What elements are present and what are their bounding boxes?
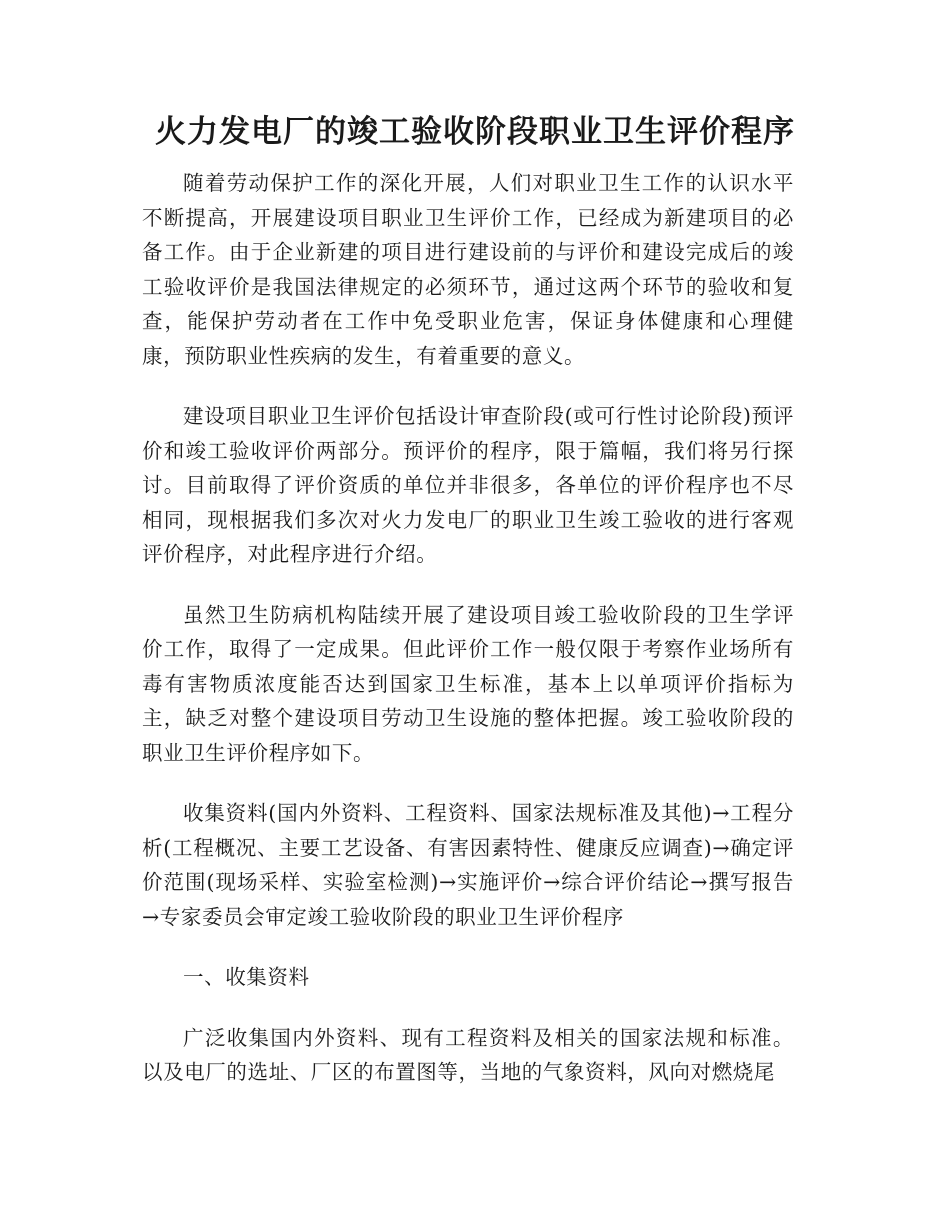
paragraph-procedure-flow: 收集资料(国内外资料、工程资料、国家法规标准及其他)→工程分析(工程概况、主要工艺设备、有害因素特性、健康反应调查)→确定评价范围(现场采样、实验室检测)→实施评价→综合评价结论→撰写报告→专家委员会审定竣工验收阶段的职业卫生评价程序 (142, 801, 794, 929)
paragraph-current-status: 虽然卫生防病机构陆续开展了建设项目竣工验收阶段的卫生学评价工作，取得了一定成果。但此评价工作一般仅限于考察作业场所有毒有害物质浓度能否达到国家卫生标准，基本上以单项评价指标为主，缺乏对整个建设项目劳动卫生设施的整体把握。竣工验收阶段的职业卫生评价程序如下。 (142, 602, 794, 765)
paragraph-collect-data: 广泛收集国内外资料、现有工程资料及相关的国家法规和标准。以及电厂的选址、厂区的布置图等，当地的气象资料，风向对燃烧尾 (142, 1025, 794, 1084)
paragraph-intro: 随着劳动保护工作的深化开展，人们对职业卫生工作的认识水平不断提高，开展建设项目职业卫生评价工作，已经成为新建项目的必备工作。由于企业新建的项目进行建设前的与评价和建设完成后的竣工验收评价是我国法律规定的必须环节，通过这两个环节的验收和复查，能保护劳动者在工作中免受职业危害，保证身体健康和心理健康，预防职业性疾病的发生，有着重要的意义。 (142, 171, 794, 368)
document-body (142, 166, 794, 1116)
document-title: 火力发电厂的竣工验收阶段职业卫生评价程序 (155, 114, 795, 150)
paragraph-evaluation-scope: 建设项目职业卫生评价包括设计审查阶段(或可行性讨论阶段)预评价和竣工验收评价两部分。预评价的程序，限于篇幅，我们将另行探讨。目前取得了评价资质的单位并非很多，各单位的评价程序也不尽相同，现根据我们多次对火力发电厂的职业卫生竣工验收的进行客观评价程序，对此程序进行介绍。 (142, 404, 794, 566)
section-heading-collect-data: 一、收集资料 (183, 965, 310, 989)
